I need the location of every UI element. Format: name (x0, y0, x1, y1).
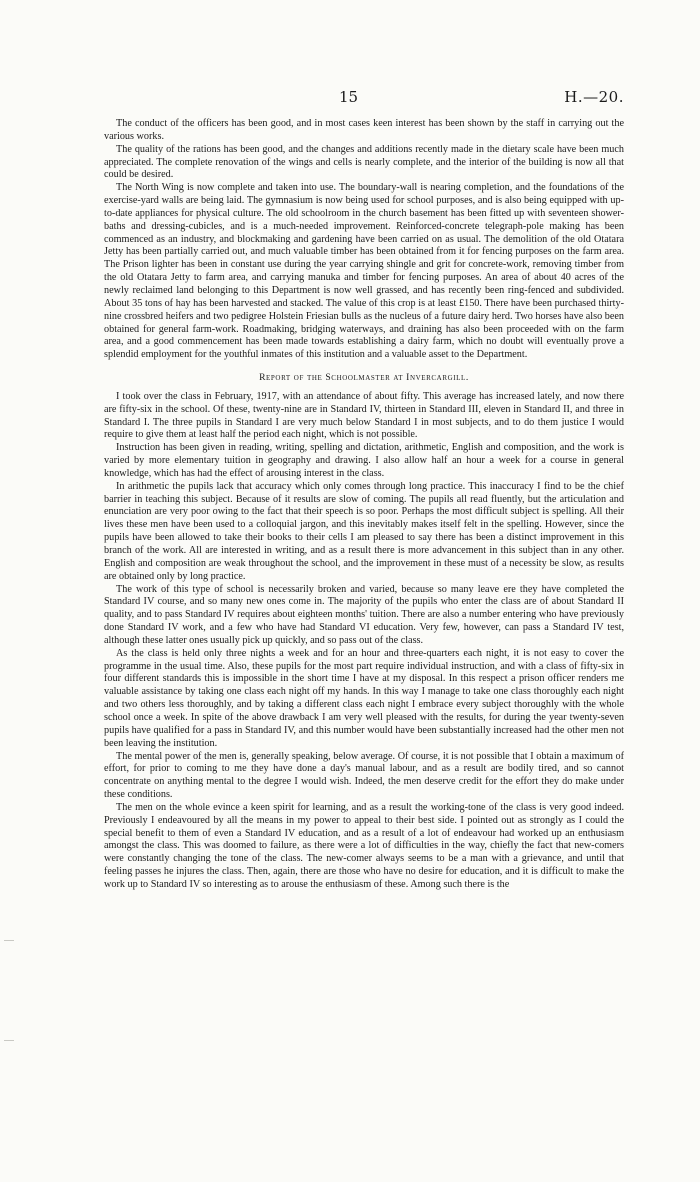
document-reference: H.—20. (564, 88, 624, 106)
paragraph-school-work: The work of this type of school is necessarily broken and varied, because so many leave ere they have completed the Standard IV course, and so many new ones come in. The majority of the pupils who enter the class are of about Standard II quality, and to pass Standard IV requires about eighteen months' tuition. There are also a number entering who have previously done Standard IV work, and a few who have had Standard VI education. Very few, however, can pass a Standard IV test, although these latter ones usually pick up quickly, and so pass out of the class. (104, 583, 624, 646)
page-header (104, 88, 624, 110)
margin-mark (4, 1040, 14, 1041)
paragraph-north-wing: The North Wing is now complete and taken into use. The boundary-wall is nearing completion, and the foundations of the exercise-yard walls are being laid. The gymnasium is now being used for school purposes, and is also being equipped with up-to-date appliances for physical culture. The old schoolroom in the church basement has been fitted up with seventeen shower-baths and dressing-cubicles, and is a much-needed improvement. Reinforced-concrete telegraph-pole making has been commenced as an industry, and blockmaking and gardening have been carried on as usual. The demolition of the old Otatara Jetty has been partially carried out, and much valuable timber has been obtained from it for fencing purposes on the farm area. The Prison lighter has been in constant use during the year carrying shingle and grit for concrete-work, removing timber from the old Otatara Jetty to farm area, and carrying manuka and timber for fencing purposes. An area of about 40 acres of the newly reclaimed land belonging to this Department is now well grassed, and has recently been ring-fenced and subdivided. About 35 tons of hay has been harvested and stacked. The value of this crop is at least £150. There have been purchased thirty-nine crossbred heifers and two pedigree Holstein Friesian bulls as the nucleus of a future dairy herd. Two horses have also been obtained for general farm-work. Roadmaking, bridging waterways, and draining has also been proceeded with on the farm area, and a good commencement has been made towards establishing a dairy farm, which no doubt will eventually prove a splendid employment for the youthful inmates of this institution and a valuable asset to the Department. (104, 182, 624, 361)
paragraph-class-schedule: As the class is held only three nights a week and for an hour and three-quarters each night, it is not easy to cover the programme in the usual time. Also, these pupils for the most part require individual instruction, and with a class of fifty-six in four different standards this is impossible in the short time I have at my disposal. In this respect a prison officer renders me valuable assistance by taking one class each night off my hands. In this way I manage to take one class thoroughly each night and two others less thoroughly, and by taking a different class each night I embrace every subject thoroughly with the whole school once a week. In spite of the above drawback I am very well pleased with the results, for during the year twenty-seven pupils have qualified for a pass in Standard IV, and this number would have been substantially increased had the other men not been leaving the institution. (104, 647, 624, 749)
paragraph-instruction: Instruction has been given in reading, writing, spelling and dictation, arithmetic, English and composition, and the work is varied by more elementary tuition in geography and drawing. I also allow half an hour a week for a course in general knowledge, which has had the effect of arousing interest in the class. (104, 442, 624, 479)
page-number: 15 (339, 88, 359, 106)
paragraph-officers-conduct: The conduct of the officers has been good, and in most cases keen interest has been shown by the staff in carrying out the various works. (104, 118, 624, 142)
paragraph-mental-power: The mental power of the men is, generally speaking, below average. Of course, it is not possible that I obtain a maximum of effort, for prior to coming to me they have done a day's manual labour, and as a result are bodily tired, and so cannot concentrate on anything mental to the degree I would wish. Indeed, the men deserve credit for the effort they do make under these conditions. (104, 750, 624, 801)
paragraph-class-attendance: I took over the class in February, 1917, with an attendance of about fifty. This average has increased lately, and now there are fifty-six in the school. Of these, twenty-nine are in Standard IV, thirteen in Standard III, eleven in Standard II, and three in Standard I. The three pupils in Standard I are very much below Standard I in most subjects, and to do them justice I would require to give them at least half the period each night, which is not possible. (104, 390, 624, 441)
margin-mark (4, 940, 14, 941)
paragraph-spirit-learning: The men on the whole evince a keen spirit for learning, and as a result the working-tone of the class is very good indeed. Previously I endeavoured by all the means in my power to appeal to their best side. I pointed out as strongly as I could the special benefit to them of even a Standard IV education, and as a result of a lot of endeavour had worked up an enthusiasm amongst the class. This was doomed to failure, as there were a lot of difficulties in the way, chiefly the fact that new-comers were constantly changing the tone of the class. The new-comer always seems to be a man with a grievance, and until that feeling passes he injures the class. Then, again, there are those who have no desire for education, and it is difficult to make the work up to Standard IV so interesting as to arouse the enthusiasm of these. Among such there is the (104, 801, 624, 890)
paragraph-arithmetic: In arithmetic the pupils lack that accuracy which only comes through long practice. This inaccuracy I find to be the chief barrier in teaching this subject. Because of it results are slow of coming. The pupils all read fluently, but the articulation and enunciation are very poor owing to the fact that their speech is so poor. Perhaps the most difficult subject is spelling. All their lives these men have been used to a colloquial jargon, and this inevitably makes itself felt in the spelling. However, since the pupils have been allowed to take their books to their cells I am pleased to say there has been a distinct improvement in this branch of the work. All are interested in writing, and as a result there is more advancement in this subject than in any other. English and composition are weak throughout the school, and the improvement in these must of a necessity be slow, as results are obtained only by long practice. (104, 480, 624, 582)
paragraph-rations: The quality of the rations has been good, and the changes and additions recently made in the dietary scale have been much appreciated. The complete renovation of the wings and cells is nearly complete, and the interior of the building is now all that could be desired. (104, 143, 624, 181)
section-heading: Report of the Schoolmaster at Invercargill. (259, 372, 469, 384)
body-text (104, 118, 624, 892)
